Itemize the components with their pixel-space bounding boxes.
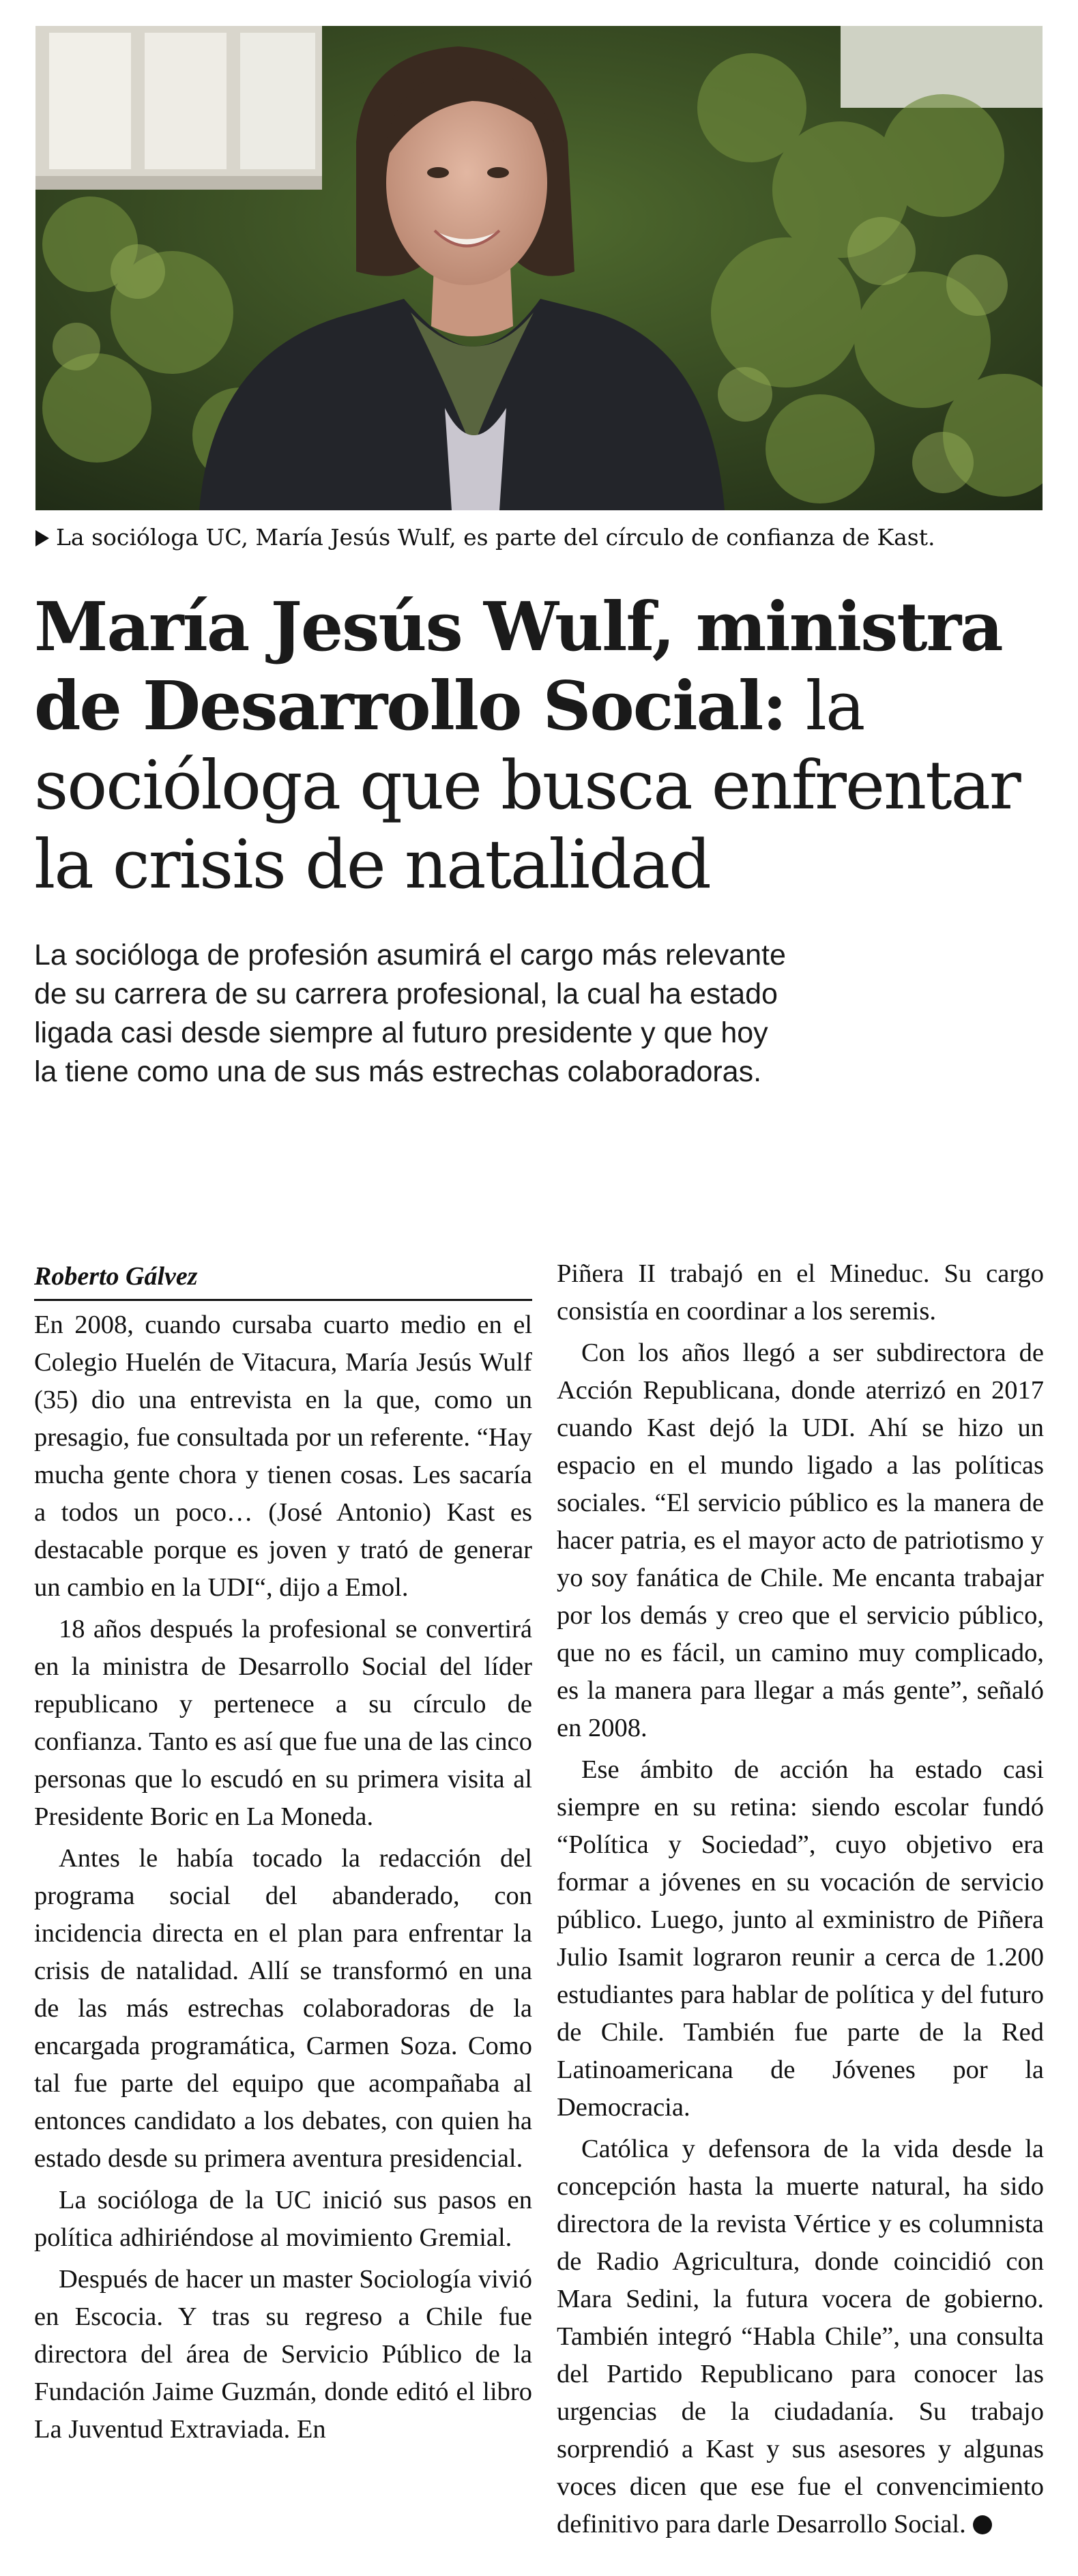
body-column-right <box>557 1255 1044 2547</box>
lead-line-1: La socióloga de profesión asumirá el cargo más relevante <box>34 939 786 971</box>
headline-line-2 <box>34 667 1044 746</box>
play-triangle-icon <box>35 530 49 546</box>
paragraph-last-text: Católica y defensora de la vida desde la concepción hasta la muerte natural, ha sido directora de la revista Vértice y es columnista de Radio Agricultura, donde coincidió con Mara Sedini, la futura vocera de gobierno. También integró “Habla Chile”, una consulta del Partido Republicano para conocer las urgencias de la ciudadanía. Su trabajo sorprendió a Kast y sus asesores y algunas voces dicen que ese fue el convencimiento definitivo para darle Desarrollo Social. <box>557 2135 1044 2538</box>
paragraph: Antes le había tocado la redacción del programa social del abanderado, con incidencia directa en el plan para enfrentar la crisis de natalidad. Allí se transformó en una de las más estrechas colaboradoras de la encargada programática, Carmen Soza. Como tal fue parte del equipo que acompañaba al entonces candidato a los debates, con quien ha estado desde su primera aventura presidencial. <box>34 1844 532 2173</box>
lead-line-2: de su carrera de su carrera profesional, la cual ha estado <box>34 978 778 1010</box>
headline-line-3: socióloga que busca enfrentar <box>34 747 1020 825</box>
portrait-image <box>35 26 1043 510</box>
body-column-left <box>34 1259 532 2453</box>
lead-line-4: la tiene como una de sus más estrechas colaboradoras. <box>34 1055 762 1088</box>
article-photo <box>35 26 1043 510</box>
article-headline <box>34 588 1044 905</box>
paragraph: La socióloga de la UC inició sus pasos en política adhiriéndose al movimiento Gremial. <box>34 2186 532 2252</box>
paragraph: 18 años después la profesional se convertirá en la ministra de Desarrollo Social del líder republicano y pertenece a su círculo de confianza. Tanto es así que fue una de las cinco personas que lo escudó en su primera visita al Presidente Boric en La Moneda. <box>34 1615 532 1831</box>
headline-line-2-light: la <box>785 668 864 746</box>
article-lead <box>34 936 1044 1092</box>
paragraph: Con los años llegó a ser subdirectora de Acción Republicana, donde aterrizó en 2017 cuando Kast dejó la UDI. Ahí se hizo un espacio en el mundo ligado a las políticas sociales. “El servicio público es la manera de hacer patria, es el mayor acto de patriotismo y yo soy fanática de Chile. Me encanta trabajar por los demás y creo que el servicio público, que no es fácil, un camino muy complicado, es la manera para llegar a más gente”, señaló en 2008. <box>557 1338 1044 1742</box>
byline: Roberto Gálvez <box>34 1259 532 1301</box>
lead-line-3: ligada casi desde siempre al futuro presidente y que hoy <box>34 1016 768 1049</box>
paragraph: En 2008, cuando cursaba cuarto medio en el Colegio Huelén de Vitacura, María Jesús Wulf (35) dio una entrevista en la que, como un presagio, fue consultada por un referente. “Hay mucha gente chora y tienen cosas. Les sacaría a todos un poco… (José Antonio) Kast es destacable porque es joven y trató de generar un cambio en la UDI“, dijo a Emol. <box>34 1311 532 1602</box>
paragraph: Piñera II trabajó en el Mineduc. Su cargo consistía en coordinar a los seremis. <box>557 1259 1044 1326</box>
headline-line-4: la crisis de natalidad <box>34 826 710 904</box>
paragraph-last <box>557 2131 1044 2543</box>
paragraph: Después de hacer un master Sociología vivió en Escocia. Y tras su regreso a Chile fue directora del área de Servicio Público de la Fundación Jaime Guzmán, donde editó el libro La Juventud Extraviada. En <box>34 2265 532 2444</box>
headline-line-2-bold: de Desarrollo Social: <box>34 667 786 746</box>
photo-caption <box>35 524 1043 551</box>
caption-text: La socióloga UC, María Jesús Wulf, es parte del círculo de confianza de Kast. <box>56 524 935 551</box>
paragraph: Ese ámbito de acción ha estado casi siempre en su retina: siendo escolar fundó “Política y Sociedad”, cuyo objetivo era formar a jóvenes en su vocación de servicio público. Luego, junto al exministro de Piñera Julio Isamit lograron reunir a cerca de 1.200 estudiantes para hablar de política y del futuro de Chile. También fue parte de la Red Latinoamericana de Jóvenes por la Democracia. <box>557 1755 1044 2122</box>
headline-line-1: María Jesús Wulf, ministra <box>34 588 1002 667</box>
end-of-article-dot-icon <box>973 2515 992 2534</box>
